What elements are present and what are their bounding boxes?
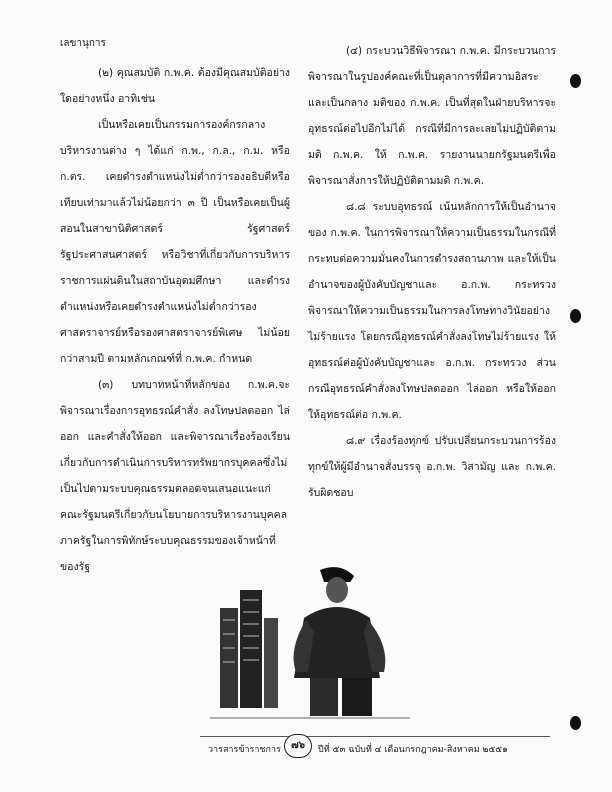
head-shape (326, 577, 348, 603)
binder-hole (570, 309, 581, 323)
leg-shape (342, 678, 372, 716)
paragraph: (๓) บทบาทหน้าที่หลักของ ก.พ.ค.จะพิจารณาเรื่องการอุทธรณ์คำสั่ง ลงโทษปลดออก ไล่ออก และคำสั่งให้ออก และพิจารณาเรื่องร้องเรียนเกี่ยวกับการดำเนินการบริหารทรัพยากรบุคคลซึ่งไม่เป็นไปตามระบบคุณธรรมตลอดจนเสนอแนะแก่คณะรัฐมนตรีเกี่ยวกับนโยบายการบริหารงานบุคคลภาครัฐในการพิทักษ์ระบบคุณธรรมของเจ้าหน้าที่ของรัฐ (60, 379, 290, 573)
statue-illustration (210, 560, 410, 720)
paragraph: เป็นหรือเคยเป็นกรรมการองค์กรกลางบริหารงานต่าง ๆ ได้แก่ ก.พ., ก.ล., ก.ม. หรือ ก.ตร. เคยดำรงตำแหน่งไม่ต่ำกว่ารองอธิบดีหรือเทียบเท่ามาแล้วไม่น้อยกว่า ๓ ปี เป็นหรือเคยเป็นผู้สอนในสาขานิติศาสตร์ รัฐศาสตร์ รัฐประศาสนศาสตร์ หรือวิชาที่เกี่ยวกับการบริหารราชการแผ่นดินในสถาบันอุดมศึกษา และดำรงตำแหน่งหรือเคยดำรงตำแหน่งไม่ต่ำกว่ารองศาสตราจารย์หรือรองศาสตราจารย์พิเศษ ไม่น้อยกว่าสามปี ตามหลักเกณฑ์ที่ ก.พ.ค. กำหนด (60, 119, 290, 365)
paragraph: ๘.๘ ระบบอุทธรณ์ เน้นหลักการให้เป็นอำนาจของ ก.พ.ค. ในการพิจารณาให้ความเป็นธรรมในกรณีที่กระทบต่อความมั่นคงในการดำรงสถานภาพ และให้เป็นอำนาจของผู้บังคับบัญชาและ อ.ก.พ. กระทรวง พิจารณาให้ความเป็นธรรมในการลงโทษทางวินัยอย่างไม่ร้ายแรง โดยกรณีอุทธรณ์คำสั่งลงโทษไม่ร้ายแรง ให้อุทธรณ์ต่อผู้บังคับบัญชาและ อ.ก.พ. กระทรวง ส่วนกรณีอุทธรณ์คำสั่งลงโทษปลดออก ไล่ออก หรือให้ออก ให้อุทธรณ์ต่อ ก.พ.ค. (308, 201, 556, 421)
paragraph: (๒) คุณสมบัติ ก.พ.ค. ต้องมีคุณสมบัติอย่างใดอย่างหนึ่ง อาทิเช่น (60, 67, 290, 105)
binder-hole (570, 74, 581, 88)
journal-name: วารสารข้าราชการ (208, 745, 281, 755)
issue-info: ปีที่ ๕๓ ฉบับที่ ๔ เดือนกรกฎาคม-สิงหาคม ๒๕๕๑ (318, 745, 508, 755)
paragraph: ๘.๙ เรื่องร้องทุกข์ ปรับเปลี่ยนกระบวนการร้องทุกข์ให้ผู้มีอำนาจสั่งบรรจุ อ.ก.พ. วิสามัญ และ ก.พ.ค. รับผิดชอบ (308, 435, 556, 499)
binder-hole (570, 716, 581, 730)
page-number: ๗๖ (284, 734, 312, 758)
building-shape (220, 608, 238, 708)
building-shape (240, 590, 262, 708)
running-header: เลขานุการ (60, 38, 106, 49)
left-column (60, 60, 290, 580)
paragraph: (๔) กระบวนวิธีพิจารณา ก.พ.ค. มีกระบวนการพิจารณาในรูปองค์คณะที่เป็นตุลาการที่มีความอิสระและเป็นกลาง มติของ ก.พ.ค. เป็นที่สุดในฝ่ายบริหารจะอุทธรณ์ต่อไปอีกไม่ได้ กรณีที่มีการละเลยไม่ปฏิบัติตามมติ ก.พ.ค. ให้ ก.พ.ค. รายงานนายกรัฐมนตรีเพื่อพิจารณาสั่งการให้ปฏิบัติตามมติ ก.พ.ค. (308, 45, 556, 187)
leg-shape (310, 678, 338, 716)
right-column (308, 38, 556, 506)
building-shape (264, 618, 278, 708)
